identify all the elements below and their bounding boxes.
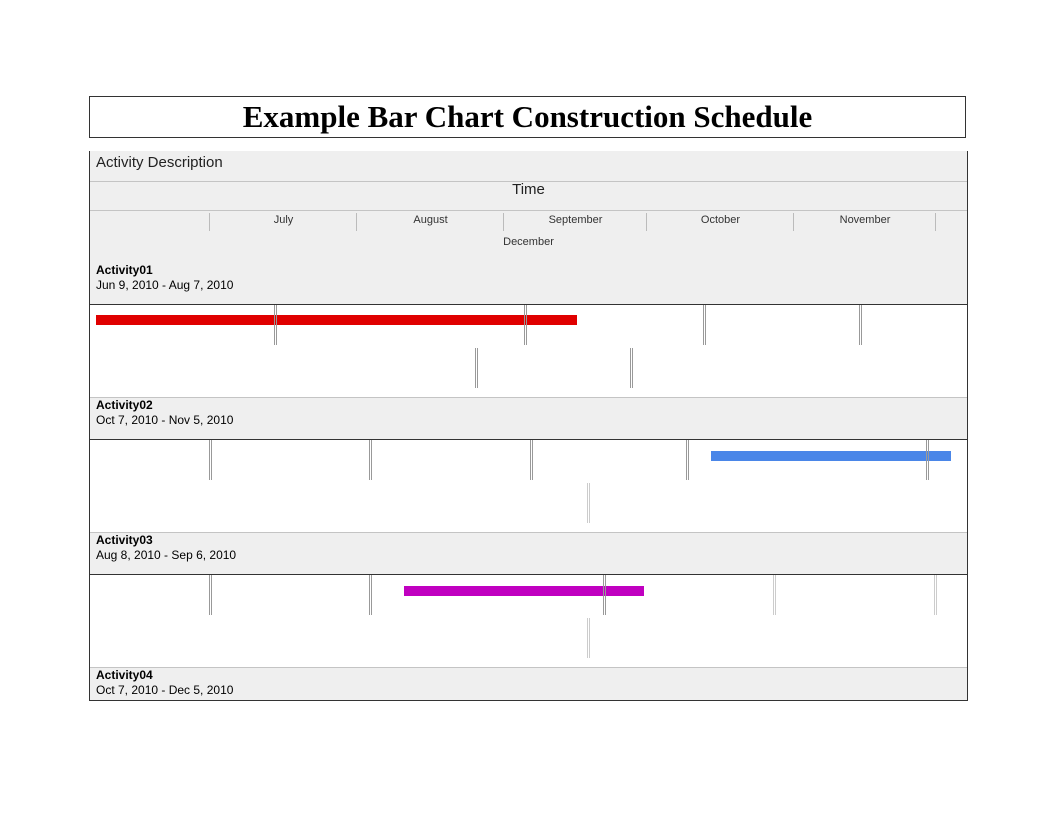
grid-line	[934, 575, 937, 615]
activity-description-label: Activity Description	[96, 154, 223, 171]
activity-bar-02	[711, 451, 951, 461]
activity-label-03	[90, 533, 967, 563]
grid-line	[630, 348, 633, 388]
activity-label-01	[90, 263, 967, 293]
grid-line	[859, 305, 862, 345]
month-label-july: July	[273, 214, 294, 226]
activity-name: Activity04	[96, 668, 153, 682]
schedule-table	[89, 151, 968, 701]
month-header-row	[90, 211, 967, 263]
grid-line	[475, 348, 478, 388]
activity-dates: Jun 9, 2010 - Aug 7, 2010	[96, 278, 234, 292]
title-box	[89, 96, 966, 138]
activity-name: Activity03	[96, 533, 153, 547]
month-label-october: October	[700, 214, 741, 226]
activity-lane-01	[90, 304, 967, 398]
activity-label-04	[90, 668, 967, 698]
month-label-december: December	[503, 236, 554, 248]
time-label: Time	[512, 181, 545, 198]
grid-line	[274, 305, 277, 345]
activity-bar-01	[96, 315, 577, 325]
activity-dates: Aug 8, 2010 - Sep 6, 2010	[96, 548, 237, 562]
grid-line	[587, 618, 590, 658]
activity-dates: Oct 7, 2010 - Nov 5, 2010	[96, 413, 234, 427]
activity-name: Activity02	[96, 398, 153, 412]
month-label-september: September	[548, 214, 603, 226]
page-title: Example Bar Chart Construction Schedule	[242, 99, 813, 134]
grid-line	[524, 305, 527, 345]
grid-line	[773, 575, 776, 615]
activity-lane-03	[90, 574, 967, 668]
activity-dates: Oct 7, 2010 - Dec 5, 2010	[96, 683, 234, 697]
grid-line	[703, 305, 706, 345]
activity-description-header	[90, 151, 967, 182]
grid-line	[369, 440, 372, 480]
month-separator	[935, 213, 936, 231]
activity-label-02	[90, 398, 967, 428]
grid-line	[530, 440, 533, 480]
grid-line	[603, 575, 606, 615]
grid-line	[209, 440, 212, 480]
grid-line	[587, 483, 590, 523]
month-label-august: August	[413, 214, 448, 226]
grid-line	[926, 440, 929, 480]
month-label-november: November	[839, 214, 891, 226]
activity-name: Activity01	[96, 263, 153, 277]
activity-bar-03	[404, 586, 644, 596]
grid-line	[369, 575, 372, 615]
grid-line	[209, 575, 212, 615]
activity-lane-02	[90, 439, 967, 533]
grid-line	[686, 440, 689, 480]
